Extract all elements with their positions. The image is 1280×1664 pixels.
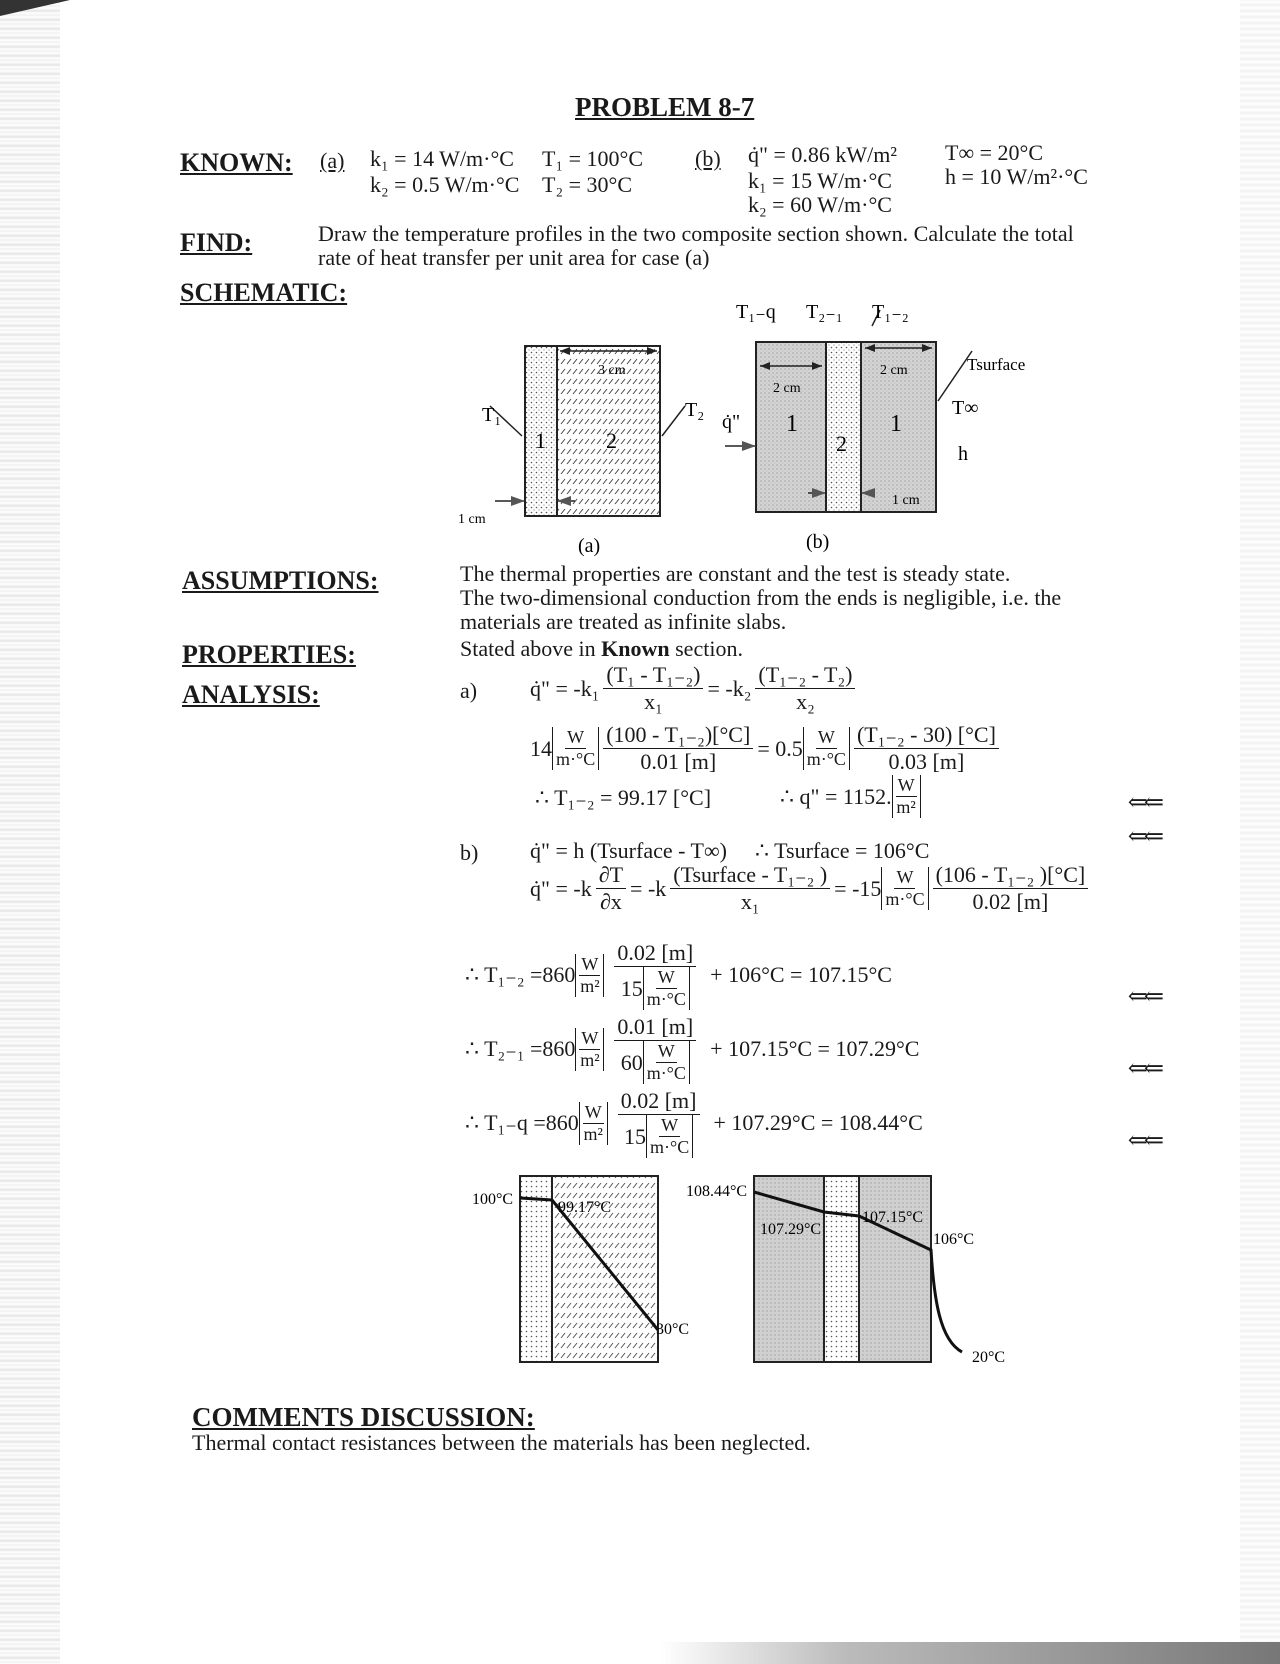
b-eq2-lhs: q̇" = -k <box>530 875 592 901</box>
r3-lhs: ∴ T₁₋q =860 <box>465 1110 579 1135</box>
scan-edge-right <box>1240 0 1280 1664</box>
schematic-b <box>725 310 972 512</box>
eq1-mid: = -k₂ <box>707 675 752 701</box>
answer-arrows-5: ⇐⇐ <box>1127 1128 1160 1154</box>
known-b-k2: k₂ = 60 W/m·°C <box>748 192 892 217</box>
r3-kunit-num: W <box>661 1115 679 1135</box>
known-b-q: q̇" = 0.86 kW/m² <box>748 142 897 167</box>
schematic-b-layer1a: 1 <box>786 411 798 437</box>
schematic-a-caption: (a) <box>578 535 601 557</box>
result-q-text: ∴ q" = 1152. <box>780 783 892 809</box>
schematic-b-tinf: T∞ <box>952 397 979 419</box>
scan-bottom-shadow <box>660 1642 1280 1664</box>
known-a-k1: k₁ = 14 W/m·°C <box>370 146 514 171</box>
r3-num: 0.02 [m] <box>618 1088 700 1115</box>
analysis-a-result-t12: ∴ T₁₋₂ = 99.17 [°C] <box>535 785 712 810</box>
known-b-tinf: T∞ = 20°C <box>945 140 1044 165</box>
result-row-t21 <box>465 1014 919 1084</box>
r1-num: 0.02 [m] <box>614 940 696 967</box>
r1-lhs: ∴ T₁₋₂ =860 <box>465 962 576 987</box>
eq2-c1: 14 <box>530 735 552 761</box>
schematic-a <box>490 346 685 516</box>
r3-k: 15 <box>624 1123 647 1149</box>
assumptions-line-3: materials are treated as infinite slabs. <box>460 609 787 634</box>
assumptions-text <box>460 562 1061 634</box>
schematic-b-t12: T₁₋₂ <box>872 301 909 323</box>
known-a-label: (a) <box>320 148 345 173</box>
eq2-unit-den: m·°C <box>556 749 596 769</box>
schematic-b-cm2a: 2 cm <box>773 381 801 396</box>
profile-b-t106: 106°C <box>933 1231 975 1248</box>
scan-corner-mark <box>0 0 70 16</box>
known-a-k2: k₂ = 0.5 W/m·°C <box>370 172 520 197</box>
r3-kunit-den: m·°C <box>650 1137 690 1157</box>
r2-kunit-den: m·°C <box>646 1063 686 1083</box>
eq2-num2: (T₁₋₂ - 30) [°C] <box>854 722 999 749</box>
profile-b-t10715: 107.15°C <box>862 1209 924 1226</box>
schematic-a-t1: T₁ <box>482 404 502 426</box>
assumptions-line-2: The two-dimensional conduction from the ends is negligible, i.e. the <box>460 585 1062 610</box>
schematic-a-cm1: 1 cm <box>458 512 486 527</box>
profile-figure <box>470 1170 1030 1370</box>
analysis-a-eq1 <box>530 662 859 715</box>
analysis-a-label: a) <box>460 678 478 703</box>
properties-text <box>460 636 743 662</box>
answer-arrows-1: ⇐⇐ <box>1127 790 1160 816</box>
properties-text-post: section. <box>669 636 743 661</box>
b-eq2-num: (Tsurface - T₁₋₂ ) <box>670 862 830 889</box>
eq1-num2: (T₁₋₂ - T₂) <box>755 662 855 689</box>
schematic-b-qdot: q̇" <box>722 411 741 433</box>
r2-kunit-num: W <box>657 1041 675 1061</box>
eq2-den1: 0.01 [m] <box>640 749 717 774</box>
r1-unit-num: W <box>581 953 599 974</box>
eq1-den2: x₂ <box>796 689 815 714</box>
b-eq2-den: x₁ <box>740 889 760 914</box>
comments-text: Thermal contact resistances between the materials has been neglected. <box>192 1430 811 1455</box>
eq1-num1: (T₁ - T₁₋₂) <box>603 662 703 689</box>
schematic-a-layer2: 2 <box>606 428 617 453</box>
analysis-b-eq1-result: ∴ Tsurface = 106°C <box>755 838 930 863</box>
properties-heading: PROPERTIES: <box>182 640 356 669</box>
schematic-b-caption: (b) <box>806 531 830 553</box>
r2-rhs: + 107.15°C = 107.29°C <box>710 1036 920 1061</box>
r3-unit-den: m² <box>583 1123 603 1144</box>
schematic-b-layer2: 2 <box>836 431 847 456</box>
answer-arrows-4: ⇐⇐ <box>1127 1056 1160 1082</box>
b-eq2-dden: ∂x <box>599 889 622 914</box>
schematic-b-t21: T₂₋₁ <box>806 301 843 323</box>
schematic-figure <box>440 296 1080 566</box>
r3-unit-num: W <box>584 1101 602 1122</box>
analysis-b-eq1: q̇" = h (Tsurface - T∞) <box>530 838 728 863</box>
answer-arrows-2: ⇐⇐ <box>1127 824 1160 850</box>
b-eq2-den2: 0.02 [m] <box>972 889 1049 914</box>
b-eq2-unit-den: m·°C <box>885 889 925 909</box>
eq1-lhs: q̇" = -k₁ <box>530 675 600 701</box>
r2-unit-den: m² <box>580 1049 600 1070</box>
known-a-t2: T₂ = 30°C <box>542 172 632 197</box>
eq2-c2: = 0.5 <box>757 735 803 761</box>
analysis-b-label: b) <box>460 840 479 865</box>
known-a-t1: T₁ = 100°C <box>542 146 643 171</box>
known-b-label: (b) <box>695 146 721 171</box>
properties-text-bold: Known <box>601 636 670 661</box>
properties-text-pre: Stated above in <box>460 636 602 661</box>
r3-rhs: + 107.29°C = 108.44°C <box>713 1110 923 1135</box>
schematic-b-t1q: T₁₋q <box>736 301 776 323</box>
eq2-den2: 0.03 [m] <box>888 749 965 774</box>
eq1-den1: x₁ <box>644 689 663 714</box>
r1-kunit-num: W <box>657 967 675 987</box>
r1-k: 15 <box>620 975 643 1001</box>
profile-a-t30: 30°C <box>656 1321 690 1338</box>
result-q-unit-den: m² <box>896 797 916 817</box>
r2-k: 60 <box>620 1049 643 1075</box>
r1-kunit-den: m·°C <box>646 989 686 1009</box>
schematic-a-layer1: 1 <box>535 428 546 453</box>
eq2-unit2-num: W <box>817 727 835 747</box>
known-heading: KNOWN: <box>180 148 293 177</box>
schematic-a-t2: T₂ <box>685 399 705 421</box>
profile-b-t20: 20°C <box>972 1349 1006 1366</box>
b-eq2-num2: (106 - T₁₋₂ )[°C] <box>933 862 1089 889</box>
b-eq2-dnum: ∂T <box>596 862 626 889</box>
analysis-a-result-q <box>780 775 921 818</box>
eq2-unit2-den: m·°C <box>806 749 846 769</box>
result-row-t1q <box>465 1088 923 1158</box>
known-b-k1: k₁ = 15 W/m·°C <box>748 168 892 193</box>
comments-heading: COMMENTS DISCUSSION: <box>192 1402 535 1432</box>
profile-a-t100: 100°C <box>472 1191 514 1208</box>
analysis-b-eq2 <box>530 862 1092 915</box>
result-row-t12 <box>465 940 892 1010</box>
analysis-a-eq2 <box>530 722 1003 775</box>
answer-arrows-3: ⇐⇐ <box>1127 984 1160 1010</box>
schematic-b-tsurface: Tsurface <box>967 355 1026 374</box>
r1-unit-den: m² <box>580 975 600 996</box>
b-eq2-unit-num: W <box>896 867 914 887</box>
r1-rhs: + 106°C = 107.15°C <box>710 962 892 987</box>
b-eq2-c: = -15 <box>834 875 882 901</box>
assumptions-heading: ASSUMPTIONS: <box>182 566 379 595</box>
analysis-heading: ANALYSIS: <box>182 680 320 709</box>
r2-lhs: ∴ T₂₋₁ =860 <box>465 1036 576 1061</box>
schematic-a-cm3: 3 cm <box>598 363 626 378</box>
b-eq2-mid: = -k <box>630 875 667 901</box>
profile-b-t10844: 108.44°C <box>686 1183 748 1200</box>
scan-edge-left <box>0 0 60 1664</box>
result-q-unit-num: W <box>897 775 915 795</box>
r2-unit-num: W <box>581 1027 599 1048</box>
find-text: Draw the temperature profiles in the two composite section shown. Calculate the total rate of heat transfer per unit area for case (a) <box>318 221 1074 270</box>
eq2-num1: (100 - T₁₋₂)[°C] <box>603 722 753 749</box>
assumptions-line-1: The thermal properties are constant and the test is steady state. <box>460 561 1011 586</box>
schematic-b-layer1b: 1 <box>890 411 902 437</box>
profile-a-t9917: 99.17°C <box>558 1199 612 1216</box>
eq2-unit-num: W <box>567 727 585 747</box>
profile-b-t10729: 107.29°C <box>760 1221 822 1238</box>
find-heading: FIND: <box>180 228 253 257</box>
page-title: PROBLEM 8-7 <box>575 92 755 122</box>
r2-num: 0.01 [m] <box>614 1014 696 1041</box>
known-b-h: h = 10 W/m²·°C <box>945 164 1088 189</box>
schematic-heading: SCHEMATIC: <box>180 278 348 307</box>
schematic-b-cm1: 1 cm <box>892 493 920 508</box>
schematic-b-h: h <box>958 443 968 465</box>
profile-b <box>754 1176 962 1362</box>
schematic-b-cm2b: 2 cm <box>880 363 908 378</box>
